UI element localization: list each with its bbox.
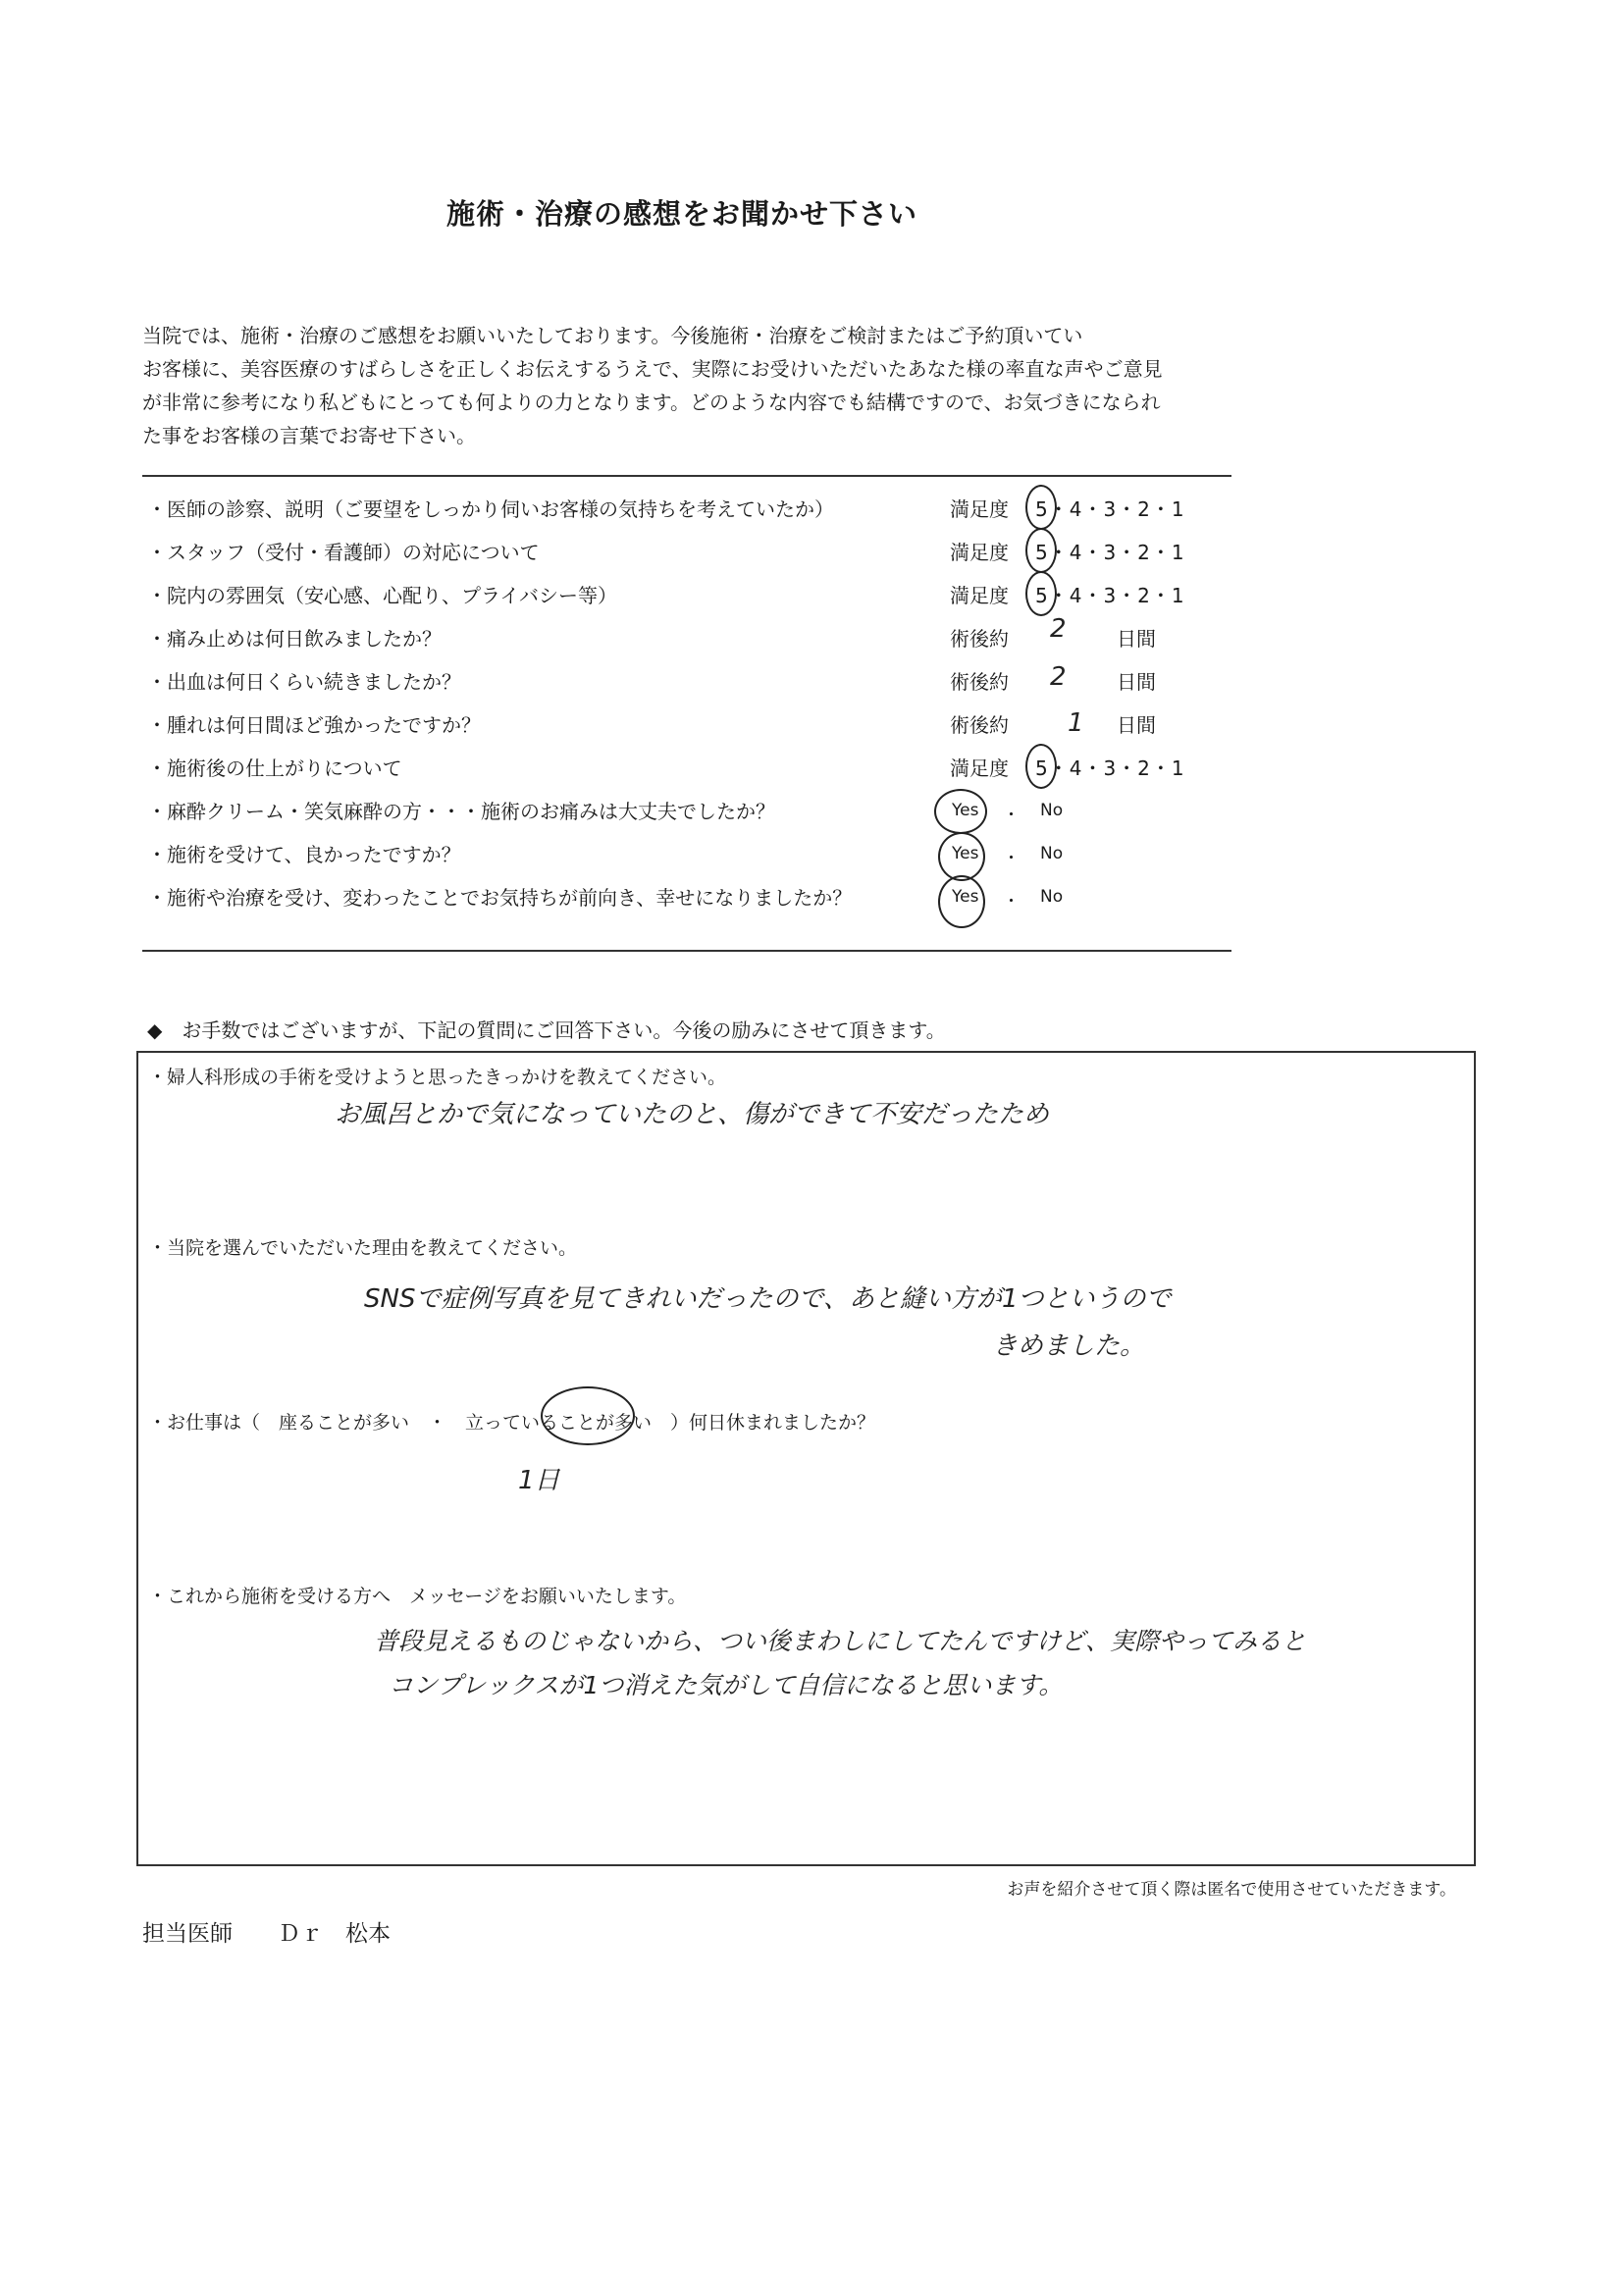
handwritten-answer[interactable]: 普段見えるものじゃないから、つい後まわしにしてたんですけど、実際やってみると (374, 1627, 1307, 1655)
intro-text (142, 319, 1241, 452)
question-anesthesia: ・麻酔クリーム・笑気麻酔の方・・・施術のお痛みは大丈夫でしたか？ (147, 800, 775, 823)
handwritten-answer[interactable]: コンプレックスが1つ消えた気がして自信になると思います。 (389, 1671, 1064, 1699)
handwritten-days[interactable]: 2 (1050, 614, 1067, 644)
question-good: ・施術を受けて、良かったですか？ (147, 843, 461, 866)
free-answer-box (136, 1051, 1476, 1866)
handwritten-days[interactable]: 1 (1068, 708, 1084, 738)
handwritten-answer[interactable]: きめました。 (992, 1331, 1146, 1361)
yn-separator: ・ (1003, 892, 1020, 912)
days-unit: 日間 (1117, 713, 1156, 737)
intro-line: 当院では、施術・治療のご感想をお願いいたしております。今後施術・治療をご検討またはご予約頂いてい (142, 324, 1083, 347)
question-finish: ・施術後の仕上がりについて (147, 757, 402, 780)
question-bleeding: ・出血は何日くらい続きましたか？ (147, 670, 461, 694)
table-top-rule (142, 475, 1231, 477)
question-swelling: ・腫れは何日間ほど強かったですか？ (147, 713, 481, 737)
handwritten-days[interactable]: 2 (1050, 662, 1067, 692)
no-option[interactable]: No (1040, 887, 1064, 907)
postop-label: 術後約 (950, 713, 1009, 737)
handwritten-answer[interactable]: 1日 (518, 1466, 560, 1495)
yes-option[interactable]: Yes (952, 801, 979, 820)
yn-separator: ・ (1003, 806, 1020, 825)
yn-separator: ・ (1003, 849, 1020, 868)
free-question-work: ・お仕事は（ 座ることが多い ・ 立っていることが多い ）何日休まれましたか？ (148, 1412, 876, 1434)
yes-option[interactable]: Yes (952, 887, 979, 907)
satisfaction-scale[interactable]: 5・4・3・2・1 (1035, 584, 1185, 607)
no-option[interactable]: No (1040, 801, 1064, 820)
intro-line: お客様に、美容医療のすばらしさを正しくお伝えするうえで、実際にお受けいただいたあなた様の率直な声やご意見 (142, 357, 1163, 381)
answer-circle (1025, 744, 1057, 789)
postop-label: 術後約 (950, 670, 1009, 694)
no-option[interactable]: No (1040, 844, 1064, 863)
answer-circle (938, 875, 985, 928)
yes-option[interactable]: Yes (952, 844, 979, 863)
question-atmosphere: ・院内の雰囲気（安心感、心配り、プライバシー等） (147, 584, 617, 607)
answer-circle (1025, 571, 1057, 616)
handwritten-answer[interactable]: お風呂とかで気になっていたのと、傷ができて不安だったため (335, 1100, 1050, 1129)
handwritten-answer[interactable]: SNSで症例写真を見てきれいだったので、あと縫い方が1つというので (364, 1284, 1172, 1314)
satisfaction-label: 満足度 (950, 584, 1009, 607)
doctor-in-charge: 担当医師 Ｄｒ 松本 (142, 1921, 391, 1947)
days-unit: 日間 (1117, 670, 1156, 694)
satisfaction-scale[interactable]: 5・4・3・2・1 (1035, 541, 1185, 564)
question-painkiller: ・痛み止めは何日飲みましたか？ (147, 627, 442, 651)
anonymity-note: お声を紹介させて頂く際は匿名で使用させていただきます。 (1007, 1880, 1456, 1900)
page-title: 施術・治療の感想をお聞かせ下さい (445, 197, 917, 231)
satisfaction-label: 満足度 (950, 497, 1009, 521)
satisfaction-label: 満足度 (950, 541, 1009, 564)
answer-circle (1025, 485, 1057, 530)
free-question-message: ・これから施術を受ける方へ メッセージをお願いいたします。 (148, 1586, 687, 1607)
notice-text: ◆ お手数ではございますが、下記の質問にご回答下さい。今後の励みにさせて頂きます。 (147, 1018, 946, 1042)
answer-circle (541, 1386, 635, 1445)
table-bottom-rule (142, 950, 1231, 952)
intro-line: が非常に参考になり私どもにとっても何よりの力となります。どのような内容でも結構ですので、お気づきになられ (142, 391, 1161, 414)
answer-circle (934, 789, 987, 834)
free-question-reason: ・当院を選んでいただいた理由を教えてください。 (148, 1237, 578, 1259)
free-question-motivation: ・婦人科形成の手術を受けようと思ったきっかけを教えてください。 (148, 1067, 727, 1088)
question-positive: ・施術や治療を受け、変わったことでお気持ちが前向き、幸せになりましたか？ (147, 886, 853, 910)
satisfaction-label: 満足度 (950, 757, 1009, 780)
question-staff: ・スタッフ（受付・看護師）の対応について (147, 541, 540, 564)
answer-circle (938, 832, 985, 881)
postop-label: 術後約 (950, 627, 1009, 651)
satisfaction-scale[interactable]: 5・4・3・2・1 (1035, 757, 1185, 780)
intro-line: た事をお客様の言葉でお寄せ下さい。 (142, 424, 476, 447)
days-unit: 日間 (1117, 627, 1156, 651)
answer-circle (1025, 528, 1057, 573)
question-diagnosis: ・医師の診察、説明（ご要望をしっかり伺いお客様の気持ちを考えていたか） (147, 497, 834, 521)
satisfaction-scale[interactable]: 5・4・3・2・1 (1035, 497, 1185, 521)
